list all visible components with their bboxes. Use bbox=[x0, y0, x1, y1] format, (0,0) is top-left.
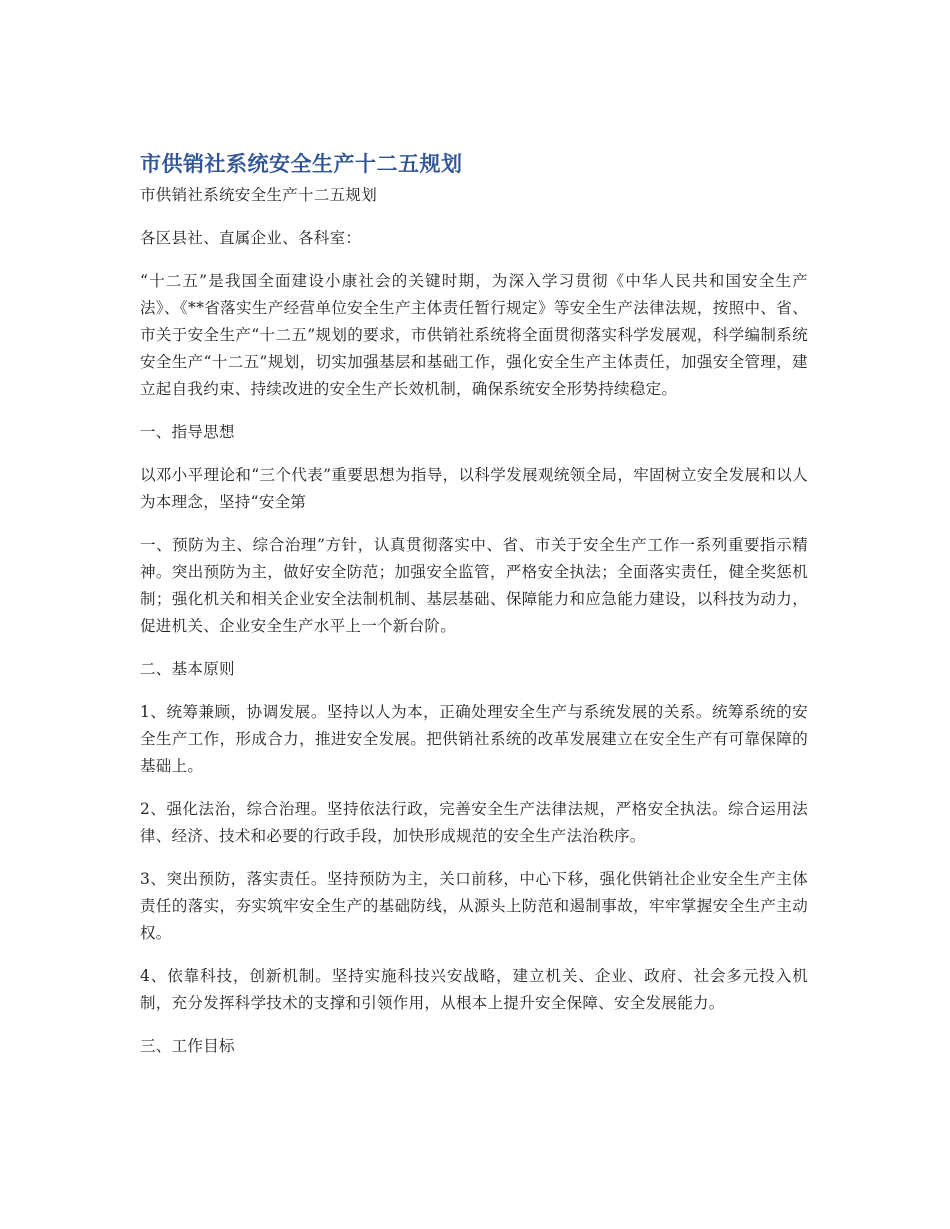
subtitle-paragraph: 市供销社系统安全生产十二五规划 bbox=[140, 186, 378, 204]
guiding-ideology-continued-paragraph: 一、预防为主、综合治理”方针，认真贯彻落实中、省、市关于安全生产工作一系列重要指示精神。突出预防为主，做好安全防范；加强安全监管，严格安全执法；全面落实责任，健全奖惩机制；强化机关和相关企业安全法制机制、基层基础、保障能力和应急能力建设，以科技为动力，促进机关、企业安全生产水平上一个新台阶。 bbox=[140, 536, 808, 635]
section-heading-basic-principles: 二、基本原则 bbox=[140, 660, 235, 678]
document-page bbox=[140, 150, 808, 1076]
principle-2-paragraph: 2、强化法治，综合治理。坚持依法行政，完善安全生产法律法规，严格安全执法。综合运用法律、经济、技术和必要的行政手段，加快形成规范的安全生产法治秩序。 bbox=[140, 800, 808, 845]
section-heading-guiding-ideology: 一、指导思想 bbox=[140, 423, 235, 441]
principle-4-paragraph: 4、依靠科技，创新机制。坚持实施科技兴安战略，建立机关、企业、政府、社会多元投入机制，充分发挥科学技术的支撑和引领作用，从根本上提升安全保障、安全发展能力。 bbox=[140, 967, 808, 1012]
intro-paragraph: “十二五”是我国全面建设小康社会的关键时期，为深入学习贯彻《中华人民共和国安全生产法》、《**省落实生产经营单位安全生产主体责任暂行规定》等安全生产法律法规，按照中、省、市关于安全生产“十二五”规划的要求，市供销社系统将全面贯彻落实科学发展观，科学编制系统安全生产“十二五”规划，切实加强基层和基础工作，强化安全生产主体责任，加强安全管理，建立起自我约束、持续改进的安全生产长效机制，确保系统安全形势持续稳定。 bbox=[140, 272, 808, 398]
section-heading-work-goals: 三、工作目标 bbox=[140, 1037, 235, 1055]
salutation-paragraph: 各区县社、直属企业、各科室： bbox=[140, 229, 362, 247]
principle-3-paragraph: 3、突出预防，落实责任。坚持预防为主，关口前移，中心下移，强化供销社企业安全生产主体责任的落实，夯实筑牢安全生产的基础防线，从源头上防范和遏制事故，牢牢掌握安全生产主动权。 bbox=[140, 870, 808, 942]
principle-1-paragraph: 1、统筹兼顾，协调发展。坚持以人为本，正确处理安全生产与系统发展的关系。统筹系统的安全生产工作，形成合力，推进安全发展。把供销社系统的改革发展建立在安全生产有可靠保障的基础上。 bbox=[140, 703, 808, 775]
document-title: 市供销社系统安全生产十二五规划 bbox=[140, 152, 463, 176]
guiding-ideology-paragraph: 以邓小平理论和“三个代表”重要思想为指导，以科学发展观统领全局，牢固树立安全发展和以人为本理念，坚持“安全第 bbox=[140, 466, 808, 511]
